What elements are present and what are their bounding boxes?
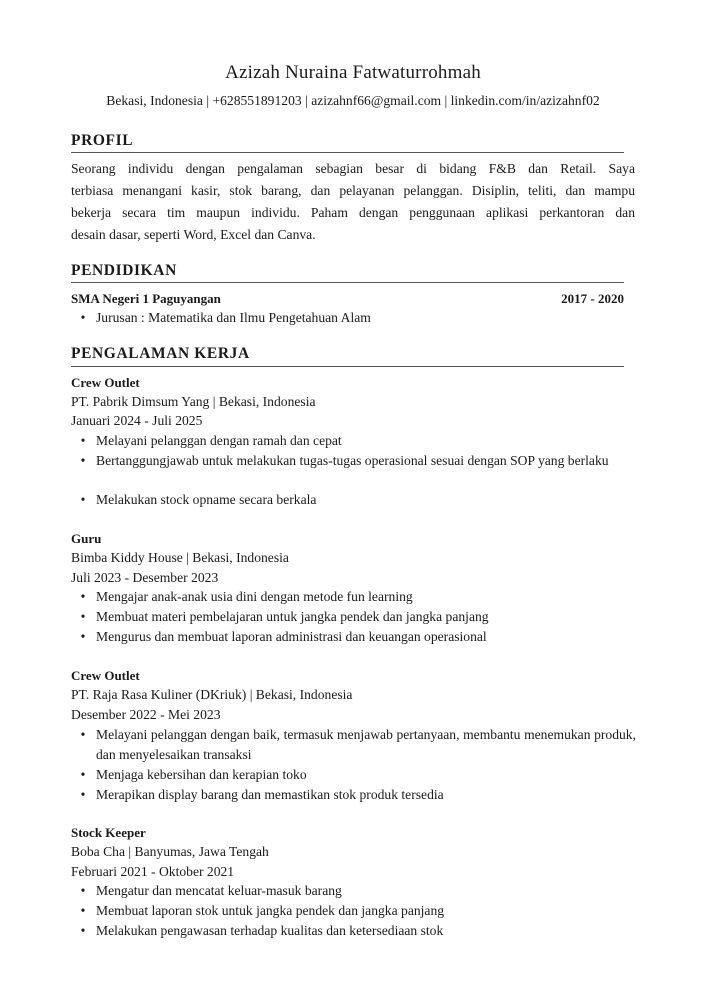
job-point: Bertanggungjawab untuk melakukan tugas-tugas operasional sesuai dengan SOP yang berlaku xyxy=(96,453,609,468)
section-title-pengalaman: PENGALAMAN KERJA xyxy=(71,345,250,362)
bullet-icon: • xyxy=(80,589,86,604)
bullet-icon: • xyxy=(80,629,86,644)
job-company: PT. Raja Rasa Kuliner (DKriuk) | Bekasi, Indonesia xyxy=(71,687,353,702)
job-point: Merapikan display barang dan memastikan stok produk tersedia xyxy=(96,787,444,802)
job-point: Melakukan stock opname secara berkala xyxy=(96,492,317,507)
profil-line: Seorang individu dengan pengalaman sebagian besar di bidang F&B dan Retail. Saya xyxy=(71,161,635,176)
section-divider xyxy=(71,282,624,283)
job-role: Crew Outlet xyxy=(71,668,140,683)
list-item xyxy=(74,431,636,451)
bullet-icon: • xyxy=(80,727,86,742)
education-years: 2017 - 2020 xyxy=(561,291,624,306)
job-point: Membuat laporan stok untuk jangka pendek dan jangka panjang xyxy=(96,903,445,918)
list-item xyxy=(74,627,636,647)
job-company: PT. Pabrik Dimsum Yang | Bekasi, Indonesia xyxy=(71,394,316,409)
list-item xyxy=(74,725,636,764)
bullet-icon: • xyxy=(80,310,86,325)
bullet-icon: • xyxy=(80,787,86,802)
list-item xyxy=(74,587,636,607)
job-point: Mengatur dan mencatat keluar-masuk barang xyxy=(96,883,342,898)
list-item xyxy=(74,607,636,627)
section-divider xyxy=(71,152,624,153)
job-period: Juli 2023 - Desember 2023 xyxy=(71,570,219,585)
candidate-name: Azizah Nuraina Fatwaturrohmah xyxy=(225,62,481,83)
job-point: Melayani pelanggan dengan ramah dan cepat xyxy=(96,433,342,448)
bullet-icon: • xyxy=(80,453,86,468)
job-point: Membuat materi pembelajaran untuk jangka pendek dan jangka panjang xyxy=(96,609,489,624)
job-point: Mengajar anak-anak usia dini dengan metode fun learning xyxy=(96,589,413,604)
bullet-icon: • xyxy=(80,609,86,624)
profil-line: desain dasar, seperti Word, Excel dan Canva. xyxy=(71,227,316,242)
list-item xyxy=(74,901,636,921)
bullet-icon: • xyxy=(80,433,86,448)
list-item xyxy=(74,921,636,941)
job-point: Menjaga kebersihan dan kerapian toko xyxy=(96,767,307,782)
bullet-icon: • xyxy=(80,903,86,918)
section-title-pendidikan: PENDIDIKAN xyxy=(71,262,177,279)
job-role: Stock Keeper xyxy=(71,825,146,840)
job-period: Februari 2021 - Oktober 2021 xyxy=(71,864,235,879)
list-item xyxy=(74,490,636,510)
list-item xyxy=(74,451,636,471)
profil-line: terbiasa menangani kasir, stok barang, dan pelayanan pelanggan. Disiplin, teliti, dan mampu xyxy=(71,183,635,198)
section-divider xyxy=(71,366,624,367)
list-item xyxy=(74,881,636,901)
list-item xyxy=(74,785,636,805)
section-title-profil: PROFIL xyxy=(71,132,134,149)
job-point: Melakukan pengawasan terhadap kualitas dan ketersediaan stok xyxy=(96,923,444,938)
list-item xyxy=(74,308,636,328)
bullet-icon: • xyxy=(80,923,86,938)
bullet-icon: • xyxy=(80,883,86,898)
job-point: Melayani pelanggan dengan baik, termasuk menjawab pertanyaan, membantu menemukan produk, dan menyelesaikan transaksi xyxy=(96,727,636,762)
job-role: Crew Outlet xyxy=(71,375,140,390)
job-point: Mengurus dan membuat laporan administrasi dan keuangan operasional xyxy=(96,629,487,644)
bullet-icon: • xyxy=(80,492,86,507)
job-role: Guru xyxy=(71,531,102,546)
job-company: Boba Cha | Banyumas, Jawa Tengah xyxy=(71,844,269,859)
job-period: Desember 2022 - Mei 2023 xyxy=(71,707,221,722)
job-period: Januari 2024 - Juli 2025 xyxy=(71,413,203,428)
bullet-icon: • xyxy=(80,767,86,782)
list-item xyxy=(74,765,636,785)
school-name: SMA Negeri 1 Paguyangan xyxy=(71,291,221,306)
contact-line: Bekasi, Indonesia | +628551891203 | azizahnf66@gmail.com | linkedin.com/in/azizahnf02 xyxy=(106,93,600,108)
profil-line: bekerja secara tim maupun individu. Paham dengan penggunaan aplikasi perkantoran dan xyxy=(71,205,635,220)
job-company: Bimba Kiddy House | Bekasi, Indonesia xyxy=(71,550,289,565)
education-detail: Jurusan : Matematika dan Ilmu Pengetahuan Alam xyxy=(96,310,371,325)
